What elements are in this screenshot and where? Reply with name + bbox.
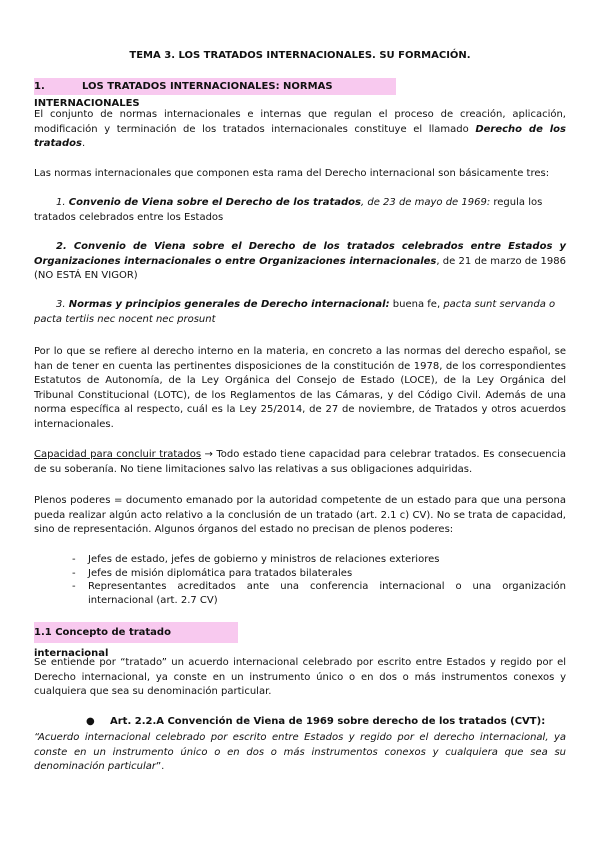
intro-bold-term: Derecho de los tratados (34, 123, 566, 149)
domestic-law-paragraph: Por lo que se refiere al derecho interno en la materia, en concreto a las normas del derecho español, se han de tener en cuenta las pertinentes disposiciones de la constitución de 1978, de los correspondientes Estatutos de Autonomía, de la Ley Orgánica del Consejo de Estado (LOCE), de la Ley Orgánica del Tribunal Constitucional (LOTC), de los Reglamentos de las Cámaras, y del Código Civil. Además de una norma específica al respecto, cuál es la Ley 25/2014, de 27 de noviembre, de Tratados y otros acuerdos internacionales. (34, 346, 566, 430)
dash-list-item (72, 567, 566, 581)
list-number: 3. (56, 299, 66, 310)
intro-paragraph (34, 108, 566, 152)
treaty-definition-paragraph: Se entiende por “tratado” un acuerdo internacional celebrado por escrito entre Estados y regido por el Derecho internacional, ya conste en un instrumento único o en dos o más instrumentos conexos y cualquiera que sea su denominación particular. (34, 657, 566, 697)
dash-marker: - (72, 554, 76, 565)
list-item (34, 196, 566, 225)
section-heading-1-1: 1.1 Concepto de tratado internacional (34, 622, 238, 643)
bullet-icon: ● (86, 716, 95, 727)
list-number: 2. (56, 241, 67, 252)
list-rest: regula los tratados celebrados entre los Estados (34, 197, 543, 223)
full-powers-paragraph: Plenos poderes = documento emanado por la autoridad competente de un estado para que una persona pueda realizar algún acto relativo a la conclusión de un tratado (art. 2.1 c) CV). No se trata de capacidad, sino de representación. Algunos órganos del estado no precisan de plenos poderes: (34, 495, 566, 535)
list-bold: Normas y principios generales de Derecho internacional: (68, 299, 390, 310)
quote-end: ”. (156, 761, 165, 772)
dash-item-text: Representantes acreditados ante una conferencia internacional o una organización internacional (art. 2.7 CV) (88, 581, 566, 606)
list-item (34, 240, 566, 284)
section-number: 1. (34, 81, 45, 92)
capacity-paragraph (34, 448, 566, 477)
section-heading-1 (34, 78, 396, 109)
list-bold: Convenio de Viena sobre el Derecho de los tratados celebrados entre Estados y Organizaciones internacionales o entre Organizaciones internacionales (34, 241, 566, 267)
dash-list (72, 553, 566, 607)
page-title: TEMA 3. LOS TRATADOS INTERNACIONALES. SU FORMACIÓN. (129, 50, 471, 61)
norms-intro-paragraph: Las normas internacionales que componen esta rama del Derecho internacional son básicamente tres: (34, 168, 550, 179)
dash-item-text: Jefes de estado, jefes de gobierno y ministros de relaciones exteriores (88, 554, 440, 565)
dash-marker: - (72, 567, 76, 579)
section-heading-text: LOS TRATADOS INTERNACIONALES: NORMAS INTERNACIONALES (34, 81, 333, 109)
dash-marker: - (72, 581, 76, 592)
list-italic: pacta sunt servanda o pacta tertiis nec nocent nec prosunt (34, 299, 556, 325)
capacity-underlined: Capacidad para concluir tratados (34, 449, 202, 460)
quote-text: “Acuerdo internacional celebrado por escrito entre Estados y regido por el derecho internacional, ya conste en un instrumento único o en dos o más instrumentos conexos y cualquiera que sea su denominación particular (34, 732, 566, 772)
bullet-text: Art. 2.2.A Convención de Viena de 1969 sobre derecho de los tratados (CVT): (110, 716, 546, 727)
dash-item-text: Jefes de misión diplomática para tratados bilaterales (88, 567, 353, 579)
intro-end: . (81, 138, 86, 149)
dash-list-item (72, 580, 566, 607)
intro-text: El conjunto de normas internacionales e internas que regulan el proceso de creación, aplicación, modificación y terminación de los tratados internacionales constituye el llamado (34, 109, 566, 135)
list-bold: Convenio de Viena sobre el Derecho de los tratados (68, 197, 361, 208)
list-rest: buena fe, (389, 299, 444, 310)
capacity-text: → Todo estado tiene capacidad para celebrar tratados. Es consecuencia de su soberanía. No tiene limitaciones salvo las relativas a sus obligaciones adquiridas. (34, 449, 566, 475)
list-rest: , de 21 de marzo de 1986 (NO ESTÁ EN VIGOR) (34, 255, 566, 281)
list-item (34, 298, 566, 327)
list-italic: , de 23 de mayo de 1969: (361, 197, 491, 208)
quote-paragraph (34, 731, 566, 775)
list-number: 1. (56, 197, 66, 208)
dash-list-item (72, 553, 566, 567)
